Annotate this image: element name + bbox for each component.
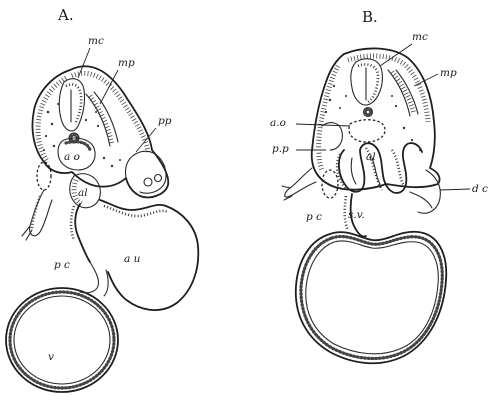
panel-a-cell-2	[155, 175, 162, 182]
panel-a-right-fold	[126, 151, 166, 193]
panel-b-aorta-left	[322, 123, 342, 150]
panel-a-neural-tube	[59, 79, 84, 131]
panel-b-ectoderm-left	[319, 66, 338, 170]
panel-a-cell-1	[144, 178, 152, 186]
panel-b-label-pp: p.p	[272, 143, 289, 155]
panel-a-yolk-stalk-wall	[71, 206, 74, 240]
panel-b-neural-tube-wall	[358, 64, 378, 102]
panel-a-allantois-wall	[104, 206, 168, 216]
panel-b-label-ao: a.o	[270, 117, 286, 129]
panel-a-label-al: al	[78, 187, 88, 199]
panel-b-label-al: al	[366, 151, 376, 163]
panel-b-notochord-cells	[365, 109, 371, 115]
panel-b-title: B.	[362, 8, 378, 26]
panel-a-label-pp: pp	[158, 115, 172, 127]
panel-a-neural-tube-wall	[66, 84, 81, 124]
panel-b-leader-mc	[380, 44, 412, 66]
panel-a-label-mp: mp	[118, 57, 135, 69]
panel-b-cardinal-vein	[322, 170, 338, 198]
panel-b-aorta	[349, 120, 385, 142]
panel-a-plate-edge	[86, 94, 110, 146]
panel-b-left-fold	[285, 168, 316, 197]
panel-b-right-fold	[418, 170, 440, 213]
panel-a-yolk-stalk	[75, 204, 90, 262]
panel-a	[6, 6, 198, 392]
panel-b-label-mp: mp	[440, 67, 457, 79]
panel-a-plate-edge2	[94, 92, 118, 142]
panel-b	[270, 8, 488, 363]
panel-a-label-ao: a o	[64, 151, 80, 163]
panel-a-vesicle-wall	[10, 292, 114, 388]
panel-b-label-sv: s.v.	[348, 209, 365, 221]
panel-b-label-mc: mc	[412, 31, 428, 43]
panel-a-left-tip	[22, 226, 32, 240]
panel-b-umbilical-vesicle	[296, 232, 446, 363]
panel-b-vesicle-wall	[301, 237, 442, 359]
panel-b-leader-dc	[440, 189, 470, 190]
panel-a-label-mc: mc	[88, 35, 104, 47]
panel-a-cardinal-vein	[37, 162, 51, 190]
panel-b-label-dc: d c	[472, 183, 488, 195]
panel-a-mesenchyme	[43, 103, 121, 167]
panel-a-vitelline-stalk	[80, 262, 99, 293]
panel-a-vesicle-inner	[14, 296, 110, 384]
panel-a-leader-mp	[100, 70, 118, 104]
panel-a-label-pc: p c	[54, 259, 70, 271]
panel-a-umbilical-vesicle	[6, 288, 118, 392]
panel-a-allantoic-duct	[100, 200, 198, 310]
panel-a-label-au: a u	[124, 253, 141, 265]
panel-a-label-v: v	[48, 351, 54, 363]
panel-a-title: A.	[58, 6, 74, 24]
panel-b-right-fold-2	[410, 192, 432, 208]
panel-a-vitelline-stalk-2	[104, 270, 108, 296]
panel-b-vesicle-inner	[306, 241, 439, 354]
panel-a-aorta-wall	[66, 142, 90, 150]
panel-b-label-pc: p c	[306, 211, 322, 223]
panel-b-left-tip	[282, 186, 292, 200]
